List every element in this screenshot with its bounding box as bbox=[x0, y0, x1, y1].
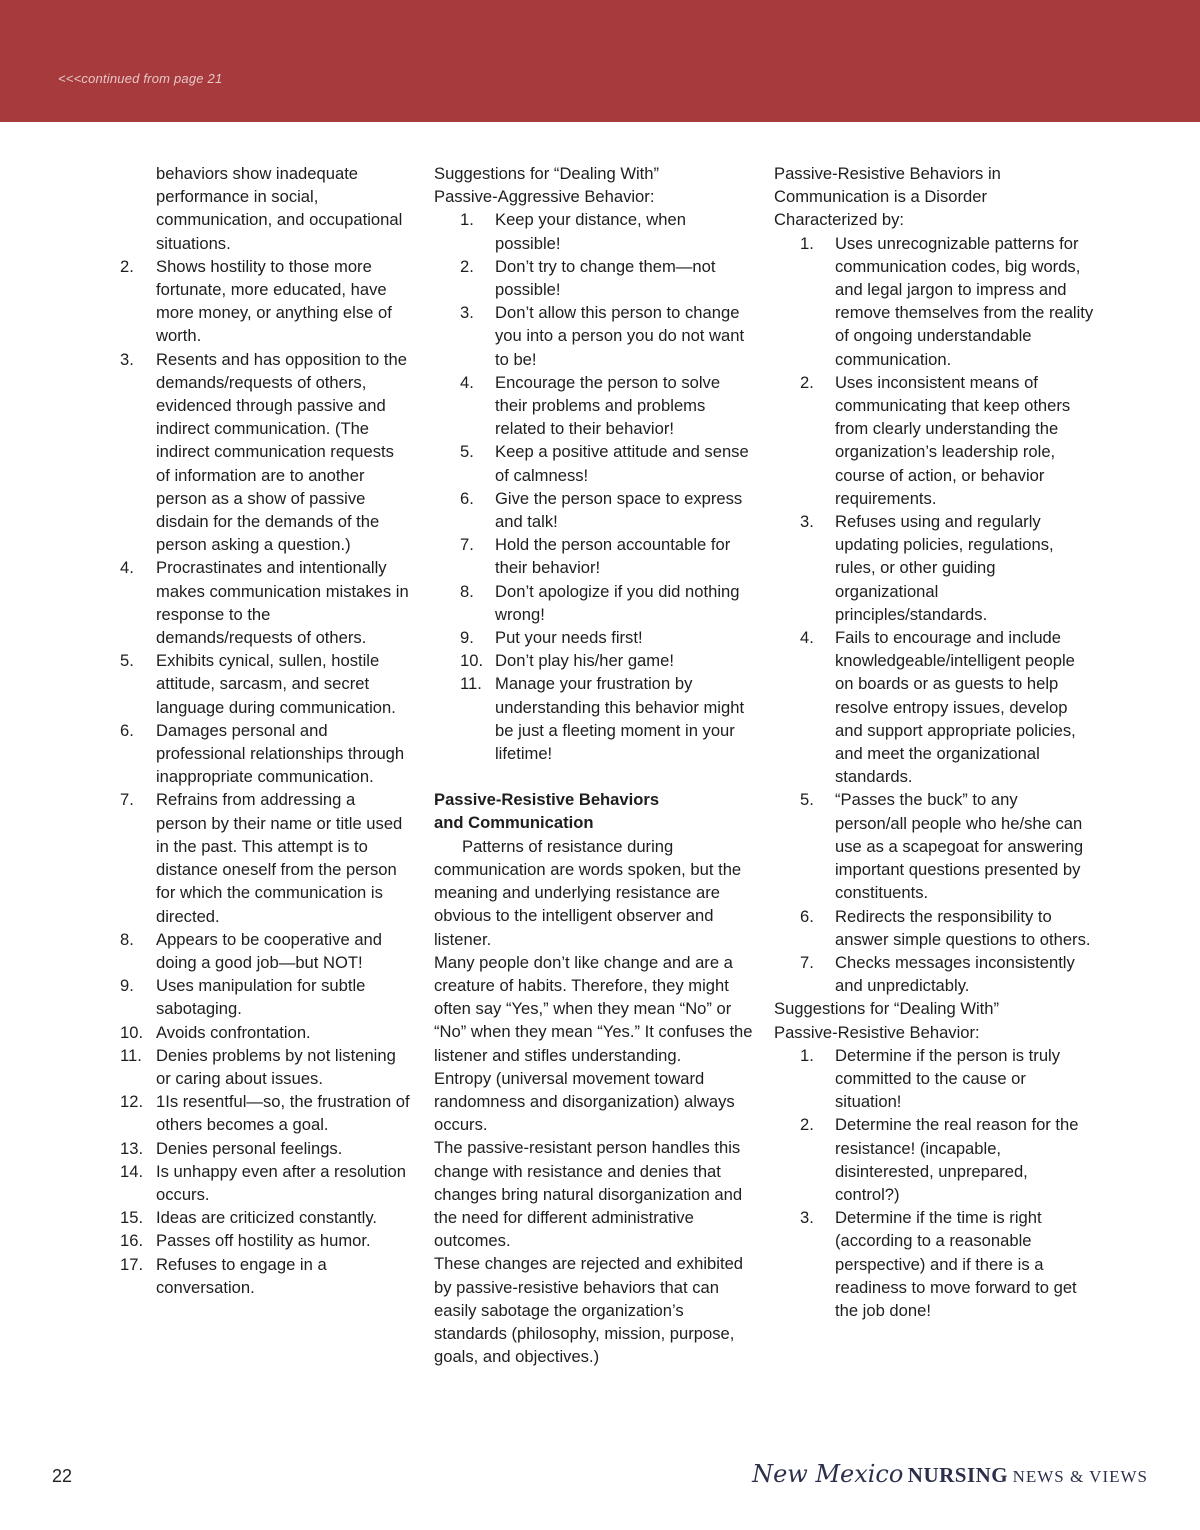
list-item: 11. Denies problems by not listening or caring about issues. bbox=[120, 1045, 396, 1088]
list-item: 4. Fails to encourage and include knowledgeable/intelligent people on boards or as guests to help resolve entropy issues, develop and support appropriate policies, and meet the organizational standards. bbox=[800, 628, 1076, 787]
page-number: 22 bbox=[52, 1466, 73, 1486]
list-item: 5. “Passes the buck” to any person/all people who he/she can use as a scapegoat for answering important questions presented by constituents. bbox=[800, 790, 1084, 903]
list-item: 2. Shows hostility to those more fortunate, more educated, have more money, or anything else of worth. bbox=[120, 256, 392, 346]
list-item: 3. Determine if the time is right (according to a reasonable perspective) and if there is a readiness to move forward to get the job done! bbox=[800, 1208, 1077, 1320]
continued-note: <<<continued from page 21 bbox=[58, 71, 223, 86]
body-paragraph: Many people don’t like change and are a creature of habits. Therefore, they might often say “Yes,” when they mean “No” or “No” when they mean “Yes.” It confuses the listener and stifles understanding. bbox=[434, 952, 753, 1065]
section-heading: Suggestions for “Dealing With” bbox=[434, 164, 660, 183]
column-1-lead: behaviors show inadequate performance in social, communication, and occupational situations. bbox=[156, 164, 403, 253]
list-item: 2. Determine the real reason for the resistance! (incapable, disinterested, unprepared, control?) bbox=[800, 1115, 1079, 1204]
column-3 bbox=[774, 162, 1094, 1322]
list-item: 17. Refuses to engage in a conversation. bbox=[120, 1254, 327, 1297]
list-item: 5. Exhibits cynical, sullen, hostile attitude, sarcasm, and secret language during communication. bbox=[120, 651, 396, 717]
section-heading: Passive-Resistive Behaviors in bbox=[774, 164, 1001, 183]
brand-small-text: NEWS & VIEWS bbox=[1012, 1467, 1148, 1486]
list-item: 3. Refuses using and regularly updating policies, regulations, rules, or other guiding organizational principles/standards. bbox=[800, 512, 1054, 624]
body-paragraph: Entropy (universal movement toward randomness and disorganization) always occurs. bbox=[434, 1068, 735, 1135]
list-item: 10. Avoids confrontation. bbox=[120, 1022, 311, 1042]
column-1 bbox=[120, 162, 410, 1299]
brand-bold-text: NURSING bbox=[907, 1463, 1009, 1487]
list-item: 7. Checks messages inconsistently and unpredictably. bbox=[800, 952, 1075, 996]
list-item: 11. Manage your frustration by understanding this behavior might be just a fleeting moment in your lifetime! bbox=[460, 674, 745, 764]
list-item: 1. Uses unrecognizable patterns for communication codes, big words, and legal jargon to impress and remove themselves from the reality of ongoing understandable communication. bbox=[800, 233, 1094, 369]
list-item: 3. Resents and has opposition to the demands/requests of others, evidenced through passive and indirect communication. (The indirect communication requests of information are to another person as a show of passive disdain for the demands of the person asking a question.) bbox=[120, 349, 407, 555]
list-item: 6. Redirects the responsibility to answer simple questions to others. bbox=[800, 906, 1091, 949]
list-item: 8. Appears to be cooperative and doing a good job—but NOT! bbox=[120, 929, 383, 972]
list-item: 1. Keep your distance, when possible! bbox=[460, 210, 686, 253]
list-item: 4. Procrastinates and intentionally makes communication mistakes in response to the demands/requests of others. bbox=[120, 558, 409, 648]
section-heading: Characterized by: bbox=[774, 210, 905, 230]
section-heading: Communication is a Disorder bbox=[774, 187, 988, 207]
list-item: 7. Refrains from addressing a person by their name or title used in the past. This attempt is to distance oneself from the person for which the communication is directed. bbox=[120, 790, 403, 926]
list-item: 9. Put your needs first! bbox=[460, 628, 643, 648]
body-paragraph: These changes are rejected and exhibited by passive-resistive behaviors that can easily sabotage the organization’s standards (philosophy, mission, purpose, goals, and objectives.) bbox=[434, 1254, 744, 1367]
section-heading: Suggestions for “Dealing With” bbox=[774, 999, 1000, 1019]
list-item: 2. Don’t try to change them—not possible! bbox=[460, 256, 716, 300]
section-title: Passive-Resistive Behaviors bbox=[434, 790, 660, 810]
body-paragraph: The passive-resistant person handles this change with resistance and denies that changes bring natural disorganization and the need for different administrative outcomes. bbox=[434, 1138, 743, 1251]
body-paragraph: Patterns of resistance during communication are words spoken, but the meaning and underlying resistance are obvious to the intelligent observer and listener. bbox=[434, 836, 742, 949]
list-item: 2. Uses inconsistent means of communicating that keep others from clearly understanding the organization’s leadership role, course of action, or behavior requirements. bbox=[800, 372, 1071, 508]
list-item: 14. Is unhappy even after a resolution occurs. bbox=[120, 1161, 406, 1204]
column-2 bbox=[434, 162, 754, 1368]
section-title: and Communication bbox=[434, 813, 594, 833]
list-item: 10. Don’t play his/her game! bbox=[460, 651, 674, 671]
list-item: 1. Determine if the person is truly committed to the cause or situation! bbox=[800, 1045, 1061, 1112]
spacer bbox=[434, 765, 754, 788]
list-item: 3. Don’t allow this person to change you into a person you do not want to be! bbox=[460, 303, 745, 369]
list-item: 5. Keep a positive attitude and sense of calmness! bbox=[460, 442, 749, 485]
list-item: 7. Hold the person accountable for their behavior! bbox=[460, 535, 731, 578]
list-item: 15. Ideas are criticized constantly. bbox=[120, 1208, 378, 1228]
publication-brand bbox=[752, 1460, 1148, 1488]
list-item: 6. Give the person space to express and talk! bbox=[460, 488, 743, 532]
list-item: 9. Uses manipulation for subtle sabotaging. bbox=[120, 976, 366, 1019]
section-heading: Passive-Resistive Behavior: bbox=[774, 1022, 980, 1042]
list-item: 4. Encourage the person to solve their problems and problems related to their behavior! bbox=[460, 372, 721, 439]
list-item: 13. Denies personal feelings. bbox=[120, 1138, 343, 1158]
list-item: 8. Don’t apologize if you did nothing wrong! bbox=[460, 581, 740, 624]
top-banner bbox=[0, 0, 1200, 122]
list-item: 16. Passes off hostility as humor. bbox=[120, 1231, 371, 1251]
list-item: 12. 1Is resentful—so, the frustration of others becomes a goal. bbox=[120, 1092, 410, 1135]
section-heading: Passive-Aggressive Behavior: bbox=[434, 187, 655, 207]
list-item: 6. Damages personal and professional relationships through inappropriate communication. bbox=[120, 720, 405, 787]
brand-script-text: New Mexico bbox=[752, 1460, 904, 1488]
